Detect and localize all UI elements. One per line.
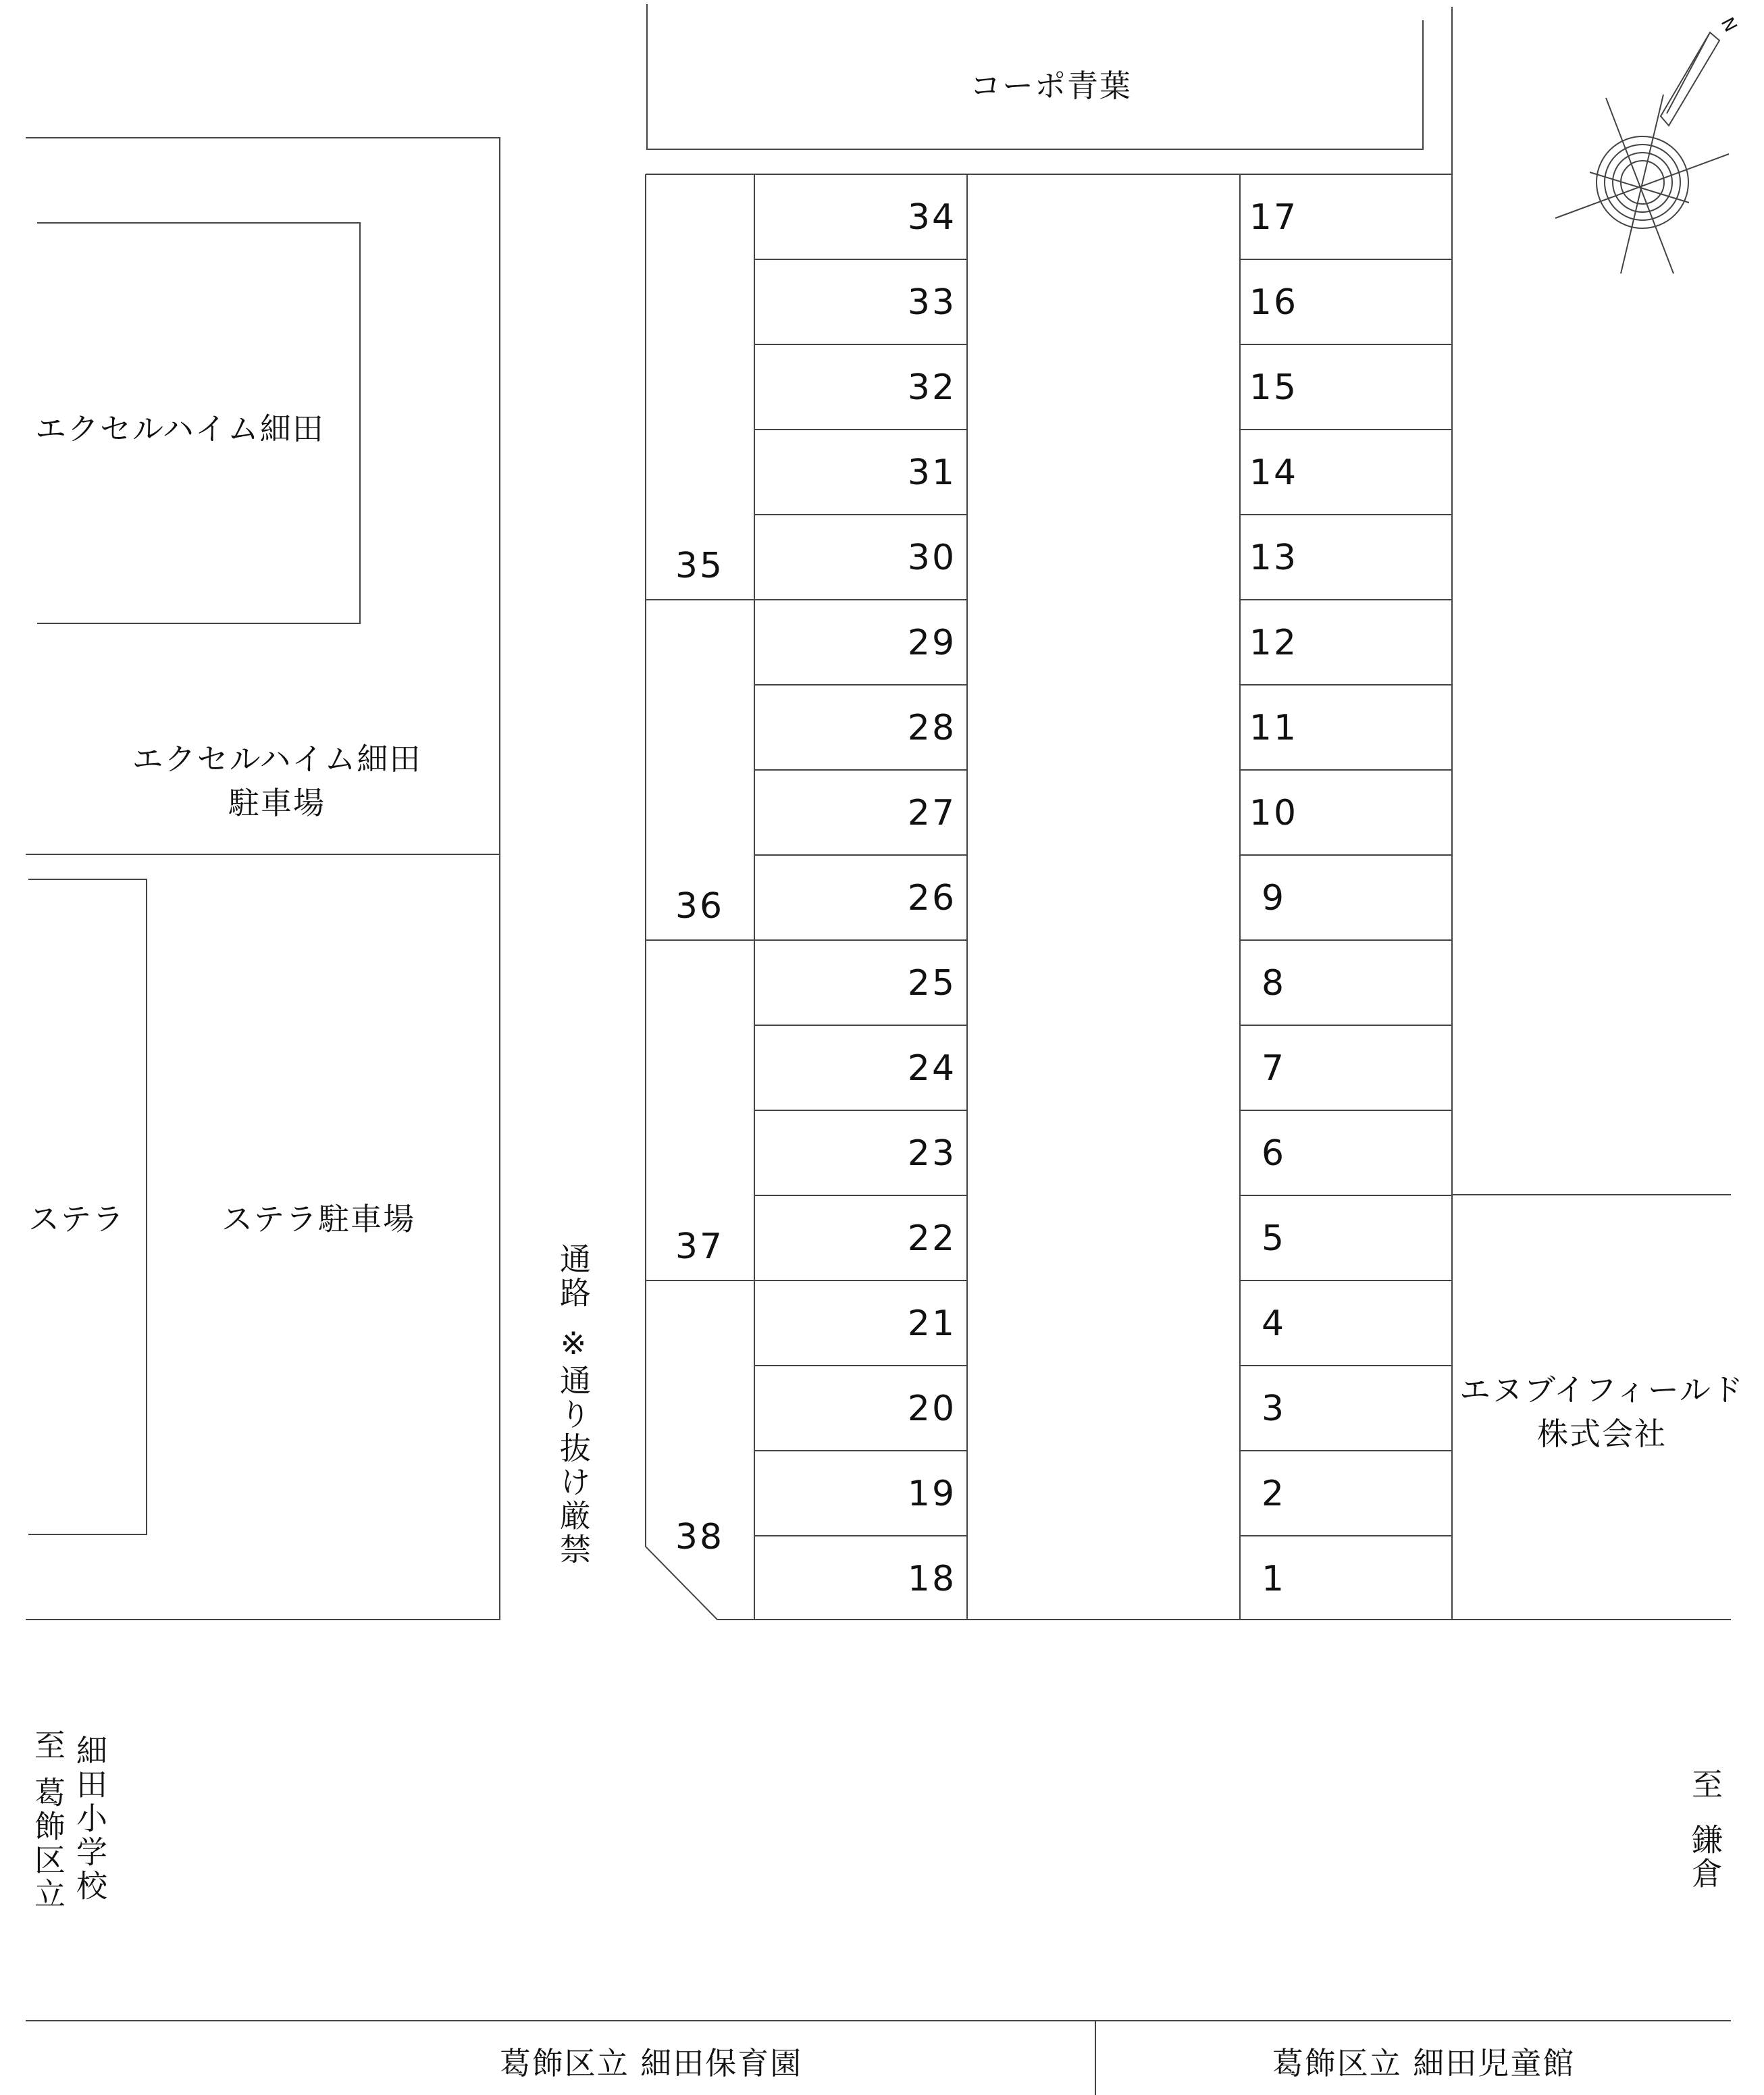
parking-space-number: 27 xyxy=(907,793,957,833)
parking-space-number: 30 xyxy=(907,538,957,578)
side-parking-space-number: 36 xyxy=(675,886,725,927)
parking-space-number: 16 xyxy=(1249,282,1299,323)
parking-space-number: 3 xyxy=(1261,1389,1287,1429)
side-parking-space-number: 37 xyxy=(675,1226,725,1267)
parking-space-number: 32 xyxy=(907,367,957,408)
parking-space-number: 11 xyxy=(1249,708,1299,748)
parking-space-number: 17 xyxy=(1249,197,1299,238)
north-arrow-compass-icon xyxy=(1555,32,1729,274)
parking-space-number: 22 xyxy=(907,1218,957,1259)
company-name-line: エヌブイフィールド xyxy=(1459,1372,1744,1408)
parking-space-number: 13 xyxy=(1249,538,1299,578)
parking-space-number: 33 xyxy=(907,282,957,323)
building-label-excel-heim: エクセルハイム細田 xyxy=(35,411,325,447)
direction-to-school-destination: 細田小学校 xyxy=(72,1734,108,1903)
parking-space-number: 9 xyxy=(1261,878,1287,919)
parking-space-number: 25 xyxy=(907,963,957,1004)
facility-label-nursery: 葛飾区立 細田保育園 xyxy=(499,2045,803,2081)
parking-space-number: 31 xyxy=(907,452,957,493)
parking-space-number: 7 xyxy=(1261,1048,1287,1089)
building-label-stella: ステラ xyxy=(28,1201,126,1237)
passage-warning-note: ※通り抜け厳禁 xyxy=(555,1325,592,1567)
parking-space-number: 5 xyxy=(1261,1218,1287,1259)
company-name-line: 株式会社 xyxy=(1536,1416,1667,1453)
direction-to-kamakura-marker: 至 xyxy=(1687,1768,1723,1802)
building-label-coop-aoba: コーポ青葉 xyxy=(970,68,1132,104)
parking-space-number: 28 xyxy=(907,708,957,748)
parking-space-number: 21 xyxy=(907,1303,957,1344)
parking-space-number: 29 xyxy=(907,623,957,663)
side-parking-space-number: 38 xyxy=(675,1517,725,1557)
parking-label-excel-heim xyxy=(132,738,422,826)
parking-label-line: 駐車場 xyxy=(228,785,326,822)
parking-space-number: 34 xyxy=(907,197,957,238)
parking-space-number: 6 xyxy=(1261,1133,1287,1174)
parking-label-line: エクセルハイム細田 xyxy=(132,741,422,777)
parking-space-number: 1 xyxy=(1261,1559,1287,1599)
parking-space-number: 26 xyxy=(907,878,957,919)
parking-space-number: 8 xyxy=(1261,963,1287,1004)
parking-space-number: 12 xyxy=(1249,623,1299,663)
side-parking-space-number: 35 xyxy=(675,546,725,586)
facility-label-childrens-hall: 葛飾区立 細田児童館 xyxy=(1272,2045,1576,2081)
direction-to-kamakura-destination: 鎌倉 xyxy=(1687,1824,1723,1891)
passage-label: 通路 xyxy=(555,1243,592,1310)
parking-space-number: 15 xyxy=(1249,367,1299,408)
parking-space-number: 4 xyxy=(1261,1303,1287,1344)
parking-space-number: 24 xyxy=(907,1048,957,1089)
parking-space-number: 2 xyxy=(1261,1474,1287,1514)
parking-space-number: 20 xyxy=(907,1389,957,1429)
north-label: N xyxy=(1716,14,1741,36)
parking-space-number: 14 xyxy=(1249,452,1299,493)
parking-label-stella: ステラ駐車場 xyxy=(222,1201,416,1237)
building-label-nv-field xyxy=(1459,1368,1744,1457)
parking-space-number: 23 xyxy=(907,1133,957,1174)
parking-space-number: 18 xyxy=(907,1559,957,1599)
direction-to-school-ward: 葛飾区立 xyxy=(30,1776,66,1911)
parking-space-number: 10 xyxy=(1249,793,1299,833)
direction-to-school-marker: 至 xyxy=(30,1729,66,1763)
parking-space-number: 19 xyxy=(907,1474,957,1514)
